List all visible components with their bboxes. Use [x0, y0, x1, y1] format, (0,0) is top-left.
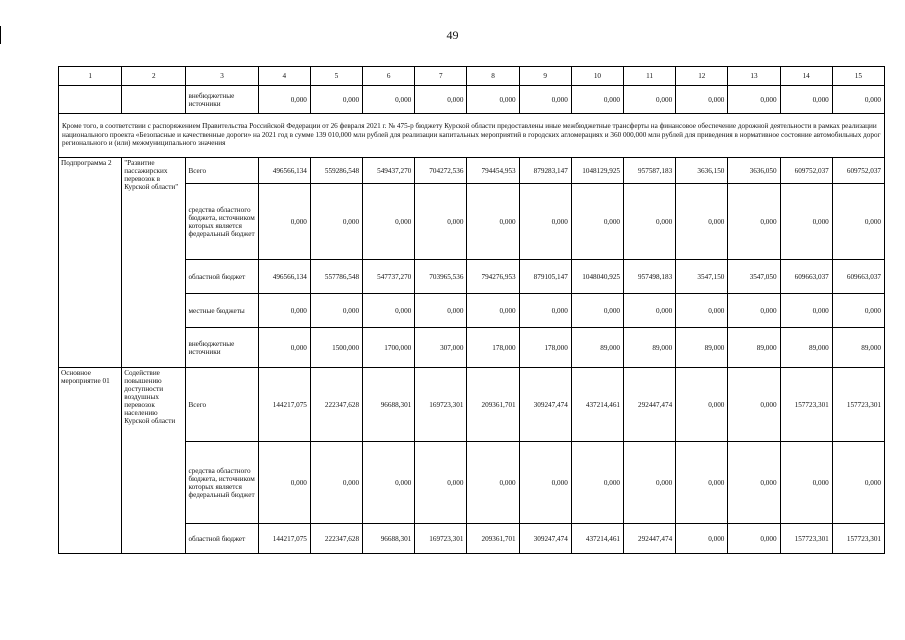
- value-cell: 96688,301: [363, 524, 415, 554]
- table-row: [59, 158, 885, 184]
- value-cell: 144217,075: [258, 524, 310, 554]
- value-cell: 144217,075: [258, 368, 310, 442]
- value-cell: 0,000: [571, 294, 623, 328]
- value-cell: 0,000: [780, 442, 832, 524]
- value-cell: 96688,301: [363, 368, 415, 442]
- table-row: [59, 368, 885, 442]
- budget-table: [58, 66, 885, 554]
- column-header: 9: [519, 67, 571, 86]
- value-cell: 3636,050: [728, 158, 780, 184]
- column-header: 7: [415, 67, 467, 86]
- value-cell: 957587,183: [624, 158, 676, 184]
- value-cell: 0,000: [415, 86, 467, 114]
- program-name-cell: Содействие повышению доступности воздушных перевозок населению Курской области: [122, 368, 186, 554]
- value-cell: 89,000: [676, 328, 728, 368]
- source-cell: внебюджетные источники: [186, 328, 258, 368]
- value-cell: 879283,147: [519, 158, 571, 184]
- value-cell: 307,000: [415, 328, 467, 368]
- value-cell: 292447,474: [624, 524, 676, 554]
- value-cell: 0,000: [519, 294, 571, 328]
- value-cell: 0,000: [832, 442, 884, 524]
- value-cell: 0,000: [780, 184, 832, 260]
- value-cell: 1048129,925: [571, 158, 623, 184]
- subprogram-section: [59, 158, 885, 368]
- column-header: 5: [310, 67, 362, 86]
- program-name-cell: "Развитие пассажирских перевозок в Курской области": [122, 158, 186, 368]
- value-cell: 1700,000: [363, 328, 415, 368]
- value-cell: 0,000: [467, 294, 519, 328]
- activity-section: [59, 368, 885, 554]
- value-cell: 157723,301: [780, 368, 832, 442]
- column-header: 4: [258, 67, 310, 86]
- program-code-cell: Подпрограмма 2: [59, 158, 122, 368]
- value-cell: 3547,150: [676, 260, 728, 294]
- value-cell: 0,000: [571, 442, 623, 524]
- value-cell: 0,000: [676, 86, 728, 114]
- value-cell: 0,000: [676, 442, 728, 524]
- value-cell: 437214,461: [571, 524, 623, 554]
- column-header: 11: [624, 67, 676, 86]
- value-cell: 222347,628: [310, 368, 362, 442]
- source-cell: средства областного бюджета, источником которых является федеральный бюджет: [186, 442, 258, 524]
- value-cell: 89,000: [571, 328, 623, 368]
- source-cell: Всего: [186, 158, 258, 184]
- note-text: Кроме того, в соответствии с распоряжением Правительства Российской Федерации от 26 февраля 2021 г. № 475-р бюджету Курской области предоставлены иные межбюджетные трансферты на финансовое обеспечение дорожной деятельности в рамках реализации национального проекта «Безопасные и качественные дороги» на 2021 год в сумме 139 010,000 млн рублей для реализации капитальных мероприятий в городских агломерациях и 360 000,000 млн рублей для приведения в нормативное состояние автомобильных дорог регионального и (или) межмуниципального значения: [59, 114, 885, 158]
- value-cell: 157723,301: [832, 524, 884, 554]
- value-cell: 0,000: [624, 184, 676, 260]
- value-cell: 0,000: [519, 442, 571, 524]
- value-cell: 89,000: [624, 328, 676, 368]
- value-cell: 0,000: [519, 184, 571, 260]
- header-row: [59, 67, 885, 86]
- value-cell: 0,000: [624, 442, 676, 524]
- value-cell: 0,000: [728, 442, 780, 524]
- value-cell: 0,000: [571, 86, 623, 114]
- value-cell: 609752,037: [832, 158, 884, 184]
- value-cell: 3636,150: [676, 158, 728, 184]
- value-cell: 0,000: [676, 524, 728, 554]
- value-cell: 0,000: [676, 184, 728, 260]
- value-cell: 0,000: [363, 184, 415, 260]
- value-cell: 1500,000: [310, 328, 362, 368]
- value-cell: 0,000: [467, 86, 519, 114]
- value-cell: 704272,536: [415, 158, 467, 184]
- value-cell: 549437,270: [363, 158, 415, 184]
- value-cell: 609663,037: [832, 260, 884, 294]
- table-cell: [122, 86, 186, 114]
- value-cell: 794276,953: [467, 260, 519, 294]
- column-header: 3: [186, 67, 258, 86]
- value-cell: 879105,147: [519, 260, 571, 294]
- column-header: 10: [571, 67, 623, 86]
- value-cell: 0,000: [310, 442, 362, 524]
- note-row: [59, 114, 885, 158]
- value-cell: 0,000: [363, 86, 415, 114]
- value-cell: 309247,474: [519, 368, 571, 442]
- column-header: 15: [832, 67, 884, 86]
- value-cell: 703965,536: [415, 260, 467, 294]
- value-cell: 547737,270: [363, 260, 415, 294]
- value-cell: 0,000: [832, 184, 884, 260]
- value-cell: 609752,037: [780, 158, 832, 184]
- value-cell: 0,000: [415, 184, 467, 260]
- value-cell: 0,000: [728, 294, 780, 328]
- value-cell: 0,000: [519, 86, 571, 114]
- column-header: 8: [467, 67, 519, 86]
- value-cell: 89,000: [728, 328, 780, 368]
- value-cell: 0,000: [728, 86, 780, 114]
- value-cell: 3547,050: [728, 260, 780, 294]
- source-cell: областной бюджет: [186, 260, 258, 294]
- value-cell: 0,000: [258, 442, 310, 524]
- value-cell: 1048040,925: [571, 260, 623, 294]
- value-cell: 0,000: [571, 184, 623, 260]
- value-cell: 0,000: [310, 294, 362, 328]
- value-cell: 178,000: [519, 328, 571, 368]
- value-cell: 0,000: [728, 184, 780, 260]
- value-cell: 0,000: [363, 294, 415, 328]
- value-cell: 0,000: [363, 442, 415, 524]
- value-cell: 292447,474: [624, 368, 676, 442]
- table-cell: [59, 86, 122, 114]
- value-cell: 0,000: [467, 442, 519, 524]
- value-cell: 89,000: [780, 328, 832, 368]
- value-cell: 0,000: [676, 368, 728, 442]
- column-header: 13: [728, 67, 780, 86]
- value-cell: 0,000: [676, 294, 728, 328]
- value-cell: 309247,474: [519, 524, 571, 554]
- table-row: [59, 86, 885, 114]
- value-cell: 178,000: [467, 328, 519, 368]
- value-cell: 609663,037: [780, 260, 832, 294]
- value-cell: 169723,301: [415, 368, 467, 442]
- value-cell: 559286,548: [310, 158, 362, 184]
- value-cell: 0,000: [780, 86, 832, 114]
- value-cell: 496566,134: [258, 260, 310, 294]
- value-cell: 957498,183: [624, 260, 676, 294]
- value-cell: 0,000: [415, 442, 467, 524]
- value-cell: 0,000: [310, 86, 362, 114]
- value-cell: 0,000: [624, 86, 676, 114]
- value-cell: 794454,953: [467, 158, 519, 184]
- value-cell: 0,000: [258, 86, 310, 114]
- value-cell: 157723,301: [780, 524, 832, 554]
- value-cell: 496566,134: [258, 158, 310, 184]
- value-cell: 222347,628: [310, 524, 362, 554]
- column-header: 2: [122, 67, 186, 86]
- value-cell: 0,000: [258, 294, 310, 328]
- program-code-cell: Основное мероприятие 01: [59, 368, 122, 554]
- source-cell: областной бюджет: [186, 524, 258, 554]
- value-cell: 0,000: [728, 368, 780, 442]
- column-header: 6: [363, 67, 415, 86]
- source-cell: местные бюджеты: [186, 294, 258, 328]
- value-cell: 209361,701: [467, 368, 519, 442]
- page-number: 49: [446, 28, 459, 42]
- value-cell: 157723,301: [832, 368, 884, 442]
- value-cell: 0,000: [832, 86, 884, 114]
- column-header: 12: [676, 67, 728, 86]
- value-cell: 89,000: [832, 328, 884, 368]
- value-cell: 557786,548: [310, 260, 362, 294]
- source-cell: средства областного бюджета, источником которых является федеральный бюджет: [186, 184, 258, 260]
- source-cell: Всего: [186, 368, 258, 442]
- value-cell: 0,000: [258, 184, 310, 260]
- value-cell: 0,000: [415, 294, 467, 328]
- value-cell: 0,000: [310, 184, 362, 260]
- value-cell: 0,000: [467, 184, 519, 260]
- value-cell: 0,000: [832, 294, 884, 328]
- value-cell: 437214,461: [571, 368, 623, 442]
- value-cell: 0,000: [258, 328, 310, 368]
- source-cell: внебюджетные источники: [186, 86, 258, 114]
- value-cell: 209361,701: [467, 524, 519, 554]
- value-cell: 169723,301: [415, 524, 467, 554]
- column-header: 1: [59, 67, 122, 86]
- value-cell: 0,000: [624, 294, 676, 328]
- value-cell: 0,000: [780, 294, 832, 328]
- value-cell: 0,000: [728, 524, 780, 554]
- column-header: 14: [780, 67, 832, 86]
